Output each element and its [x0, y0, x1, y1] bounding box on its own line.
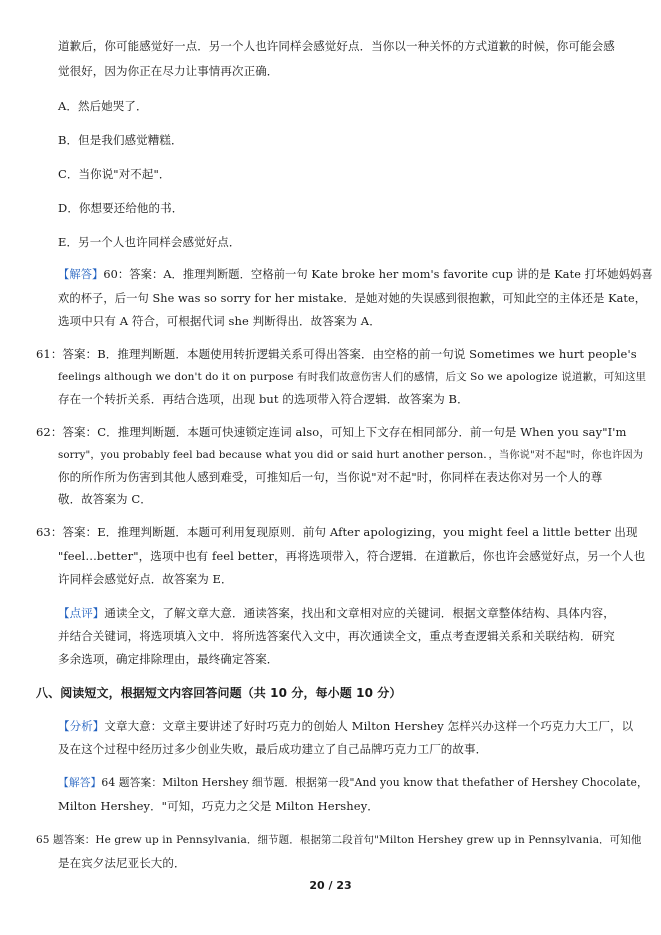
answer-63-line: 许同样会感觉好点．故答案为 E． — [58, 572, 233, 586]
comment-line: 【点评】通读全文，了解文章大意．通读答案，找出和文章相对应的关键词．根据文章整体结构、具体内容， — [58, 606, 615, 620]
answer-62-line: 62：答案：C．推理判断题．本题可快速锁定连词 also，可知上下文存在相同部分．前一句是 When you say"I'm — [36, 425, 627, 439]
answer-63-line: 63：答案：E．推理判断题．本题可利用复现原则．前句 After apologizing，you might feel a little better 出现 — [36, 525, 638, 539]
answer-60-line: 选项中只有 A 符合，可根据代词 she 判断得出．故答案为 A． — [58, 314, 381, 328]
analysis-line: 【分析】文章大意：文章主要讲述了好时巧克力的创始人 Milton Hershey 怎样兴办这样一个巧克力大工厂，以 — [58, 719, 634, 733]
answer-64-line: Milton Hershey．"可知，巧克力之父是 Milton Hershey． — [58, 799, 379, 813]
comment-line: 并结合关键词，将选项填入文中．将所选答案代入文中，再次通读全文，重点考查逻辑关系和关联结构．研究 — [58, 629, 615, 643]
answer-tag: 【解答】 — [58, 268, 104, 281]
answer-62-line: 你的所作所为伤害到其他人感到难受，可推知后一句，当你说"对不起"时，你同样在表达你对另一个人的尊 — [58, 470, 603, 484]
option-d: D．你想要还给他的书． — [58, 201, 184, 215]
answer-61-line: 存在一个转折关系．再结合选项，出现 but 的选项带入符合逻辑．故答案为 B． — [58, 392, 469, 406]
answer-60-line: 欢的杯子，后一句 She was so sorry for her mistake．是她对她的失误感到很抱歉，可知此空的主体还是 Kate， — [58, 292, 647, 305]
answer-64-line: 【解答】64 题答案：Milton Hershey 细节题．根据第一段"And you know that thefather of Hershey Chocolate， — [58, 776, 648, 789]
answer-63-line: "feel…better"，选项中也有 feel better，再将选项带入，符合逻辑．在道歉后，你也许会感觉好点，另一个人也 — [58, 549, 646, 563]
answer-65-line: 65 题答案：He grew up in Pennsylvania．细节题．根据第二段首句"Milton Hershey grew up in Pennsylvania．可知他 — [36, 834, 642, 846]
answer-60-line: 【解答】60：答案：A．推理判断题．空格前一句 Kate broke her mom's favorite cup 讲的是 Kate 打坏她妈妈喜 — [58, 268, 653, 281]
option-e: E．另一个人也许同样会感觉好点． — [58, 235, 241, 249]
answer-61-line: 61：答案：B．推理判断题．本题使用转折逻辑关系可得出答案．由空格的前一句说 Sometimes we hurt people's — [36, 347, 637, 361]
intro-line: 道歉后，你可能感觉好一点．另一个人也许同样会感觉好点．当你以一种关怀的方式道歉的时候，你可能会感 — [58, 39, 615, 53]
page-number: 20 / 23 — [309, 879, 352, 892]
analysis-line: 及在这个过程中经历过多少创业失败，最后成功建立了自己品牌巧克力工厂的故事． — [58, 742, 488, 756]
answer-65-line: 是在宾夕法尼亚长大的． — [58, 856, 186, 870]
comment-line: 多余选项，确定排除理由，最终确定答案． — [58, 652, 279, 666]
answer-tag: 【解答】 — [58, 776, 102, 789]
option-c: C．当你说"对不起"． — [58, 167, 171, 181]
answer-61-line: feelings although we don't do it on purpose 有时我们故意伤害人们的感情，后文 So we apologize 说道歉，可知这里 — [58, 371, 647, 383]
intro-line: 觉很好，因为你正在尽力让事情再次正确． — [58, 64, 279, 78]
option-a: A．然后她哭了． — [58, 99, 148, 113]
option-b: B．但是我们感觉糟糕． — [58, 133, 183, 147]
comment-tag: 【点评】 — [58, 606, 105, 620]
answer-62-line: sorry"，you probably feel bad because what you did or said hurt another person．，当你说"对不起"时，你也许因为 — [58, 449, 644, 461]
section-heading: 八、阅读短文，根据短文内容回答问题（共 10 分，每小题 10 分） — [36, 686, 402, 700]
answer-62-line: 敬．故答案为 C． — [58, 492, 152, 506]
analysis-tag: 【分析】 — [58, 719, 105, 733]
